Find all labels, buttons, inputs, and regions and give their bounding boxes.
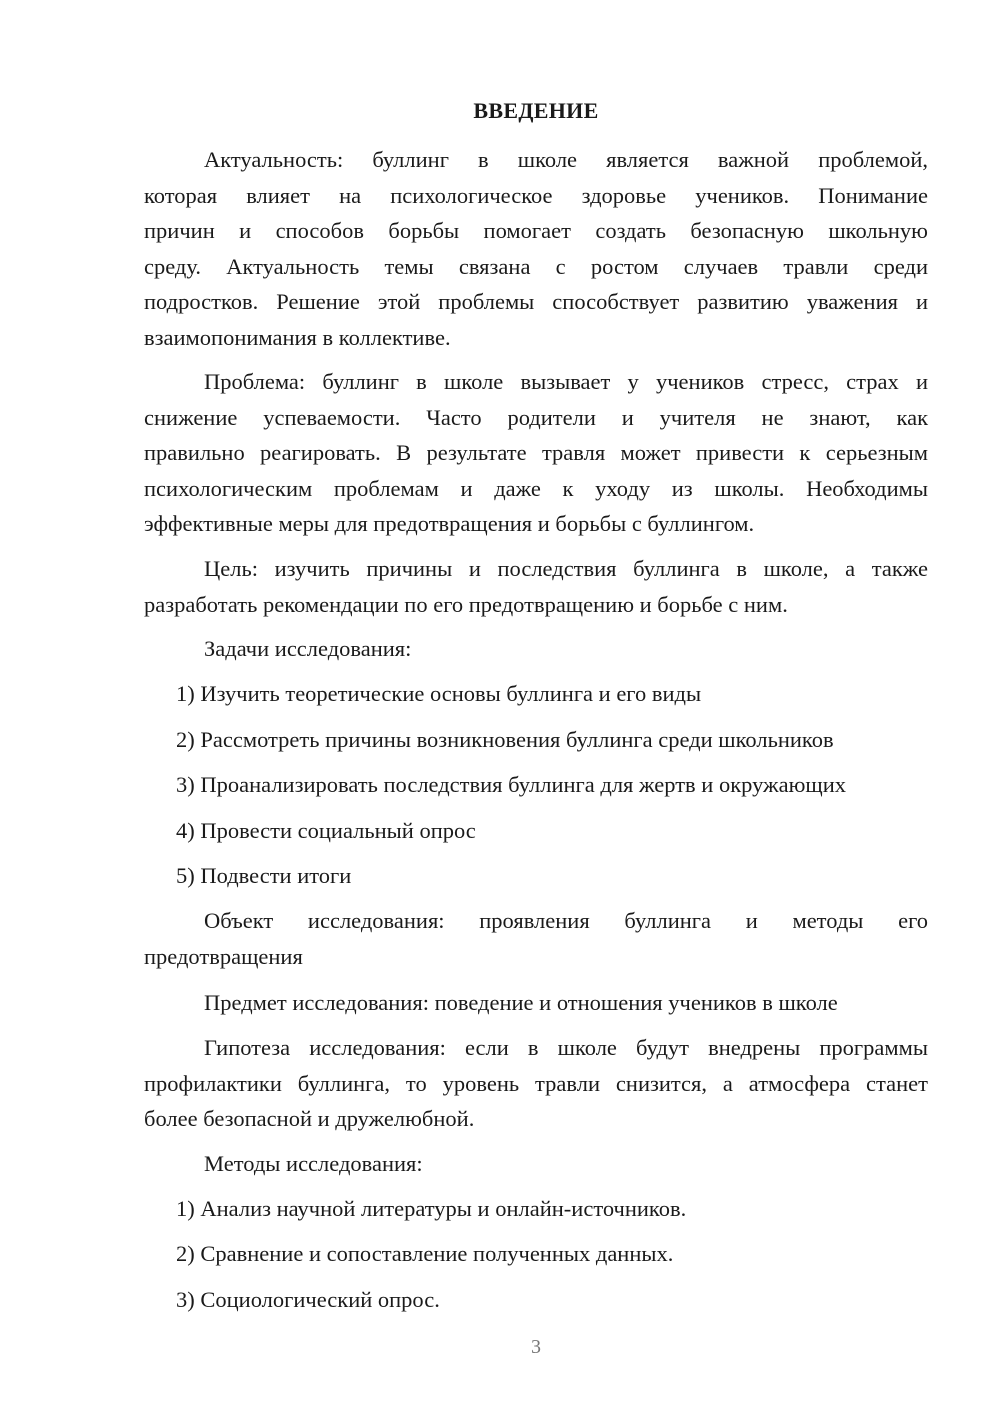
problem-line: психологическим проблемам и даже к уходу из школы. Необходимы [144,475,928,501]
task-item: 4) Провести социальный опрос [176,818,476,843]
task-item: 3) Проанализировать последствия буллинга для жертв и окружающих [176,772,847,797]
problem-paragraph [144,364,928,542]
object-line: предотвращения [144,943,303,969]
problem-line: снижение успеваемости. Часто родители и учителя не знают, как [144,404,928,430]
relevance-line: Актуальность: буллинг в школе является важной проблемой, [204,147,928,172]
page-title: ВВЕДЕНИЕ [473,98,599,123]
page-number: 3 [531,1336,541,1358]
relevance-line: подростков. Решение этой проблемы способствует развитию уважения и [144,289,928,314]
problem-line: правильно реагировать. В результате травля может привести к серьезным [144,440,928,465]
method-item: 2) Сравнение и сопоставление полученных данных. [176,1241,674,1266]
hypothesis-line: профилактики буллинга, то уровень травли снизится, а атмосфера станет [144,1070,928,1096]
hypothesis-line: более безопасной и дружелюбной. [144,1106,475,1131]
tasks-heading: Задачи исследования: [204,636,412,661]
problem-line: Проблема: буллинг в школе вызывает у учеников стресс, страх и [204,369,928,394]
problem-line: эффективные меры для предотвращения и борьбы с буллингом. [144,511,755,536]
relevance-line: взаимопонимания в коллективе. [144,324,451,350]
method-item: 1) Анализ научной литературы и онлайн-источников. [176,1196,687,1221]
hypothesis-paragraph [144,1030,928,1137]
goal-line: Цель: изучить причины и последствия буллинга в школе, а также [204,556,928,581]
hypothesis-line: Гипотеза исследования: если в школе будут внедрены программы [204,1035,928,1060]
relevance-line: среду. Актуальность темы связана с ростом случаев травли среди [144,253,928,279]
subject-line: Предмет исследования: поведение и отношения учеников в школе [204,990,838,1015]
task-item: 2) Рассмотреть причины возникновения буллинга среди школьников [176,727,834,752]
relevance-line: которая влияет на психологическое здоровье учеников. Понимание [144,182,928,208]
goal-paragraph [144,551,928,622]
object-paragraph [144,903,928,974]
methods-heading: Методы исследования: [204,1151,423,1176]
method-item: 3) Социологический опрос. [176,1287,440,1312]
task-item: 1) Изучить теоретические основы буллинга и его виды [176,681,702,706]
object-line: Объект исследования: проявления буллинга и методы его [204,908,928,933]
relevance-line: причин и способов борьбы помогает создать безопасную школьную [144,218,928,243]
task-item: 5) Подвести итоги [176,863,352,888]
goal-line: разработать рекомендации по его предотвращению и борьбе с ним. [144,591,788,617]
relevance-paragraph [144,142,928,355]
